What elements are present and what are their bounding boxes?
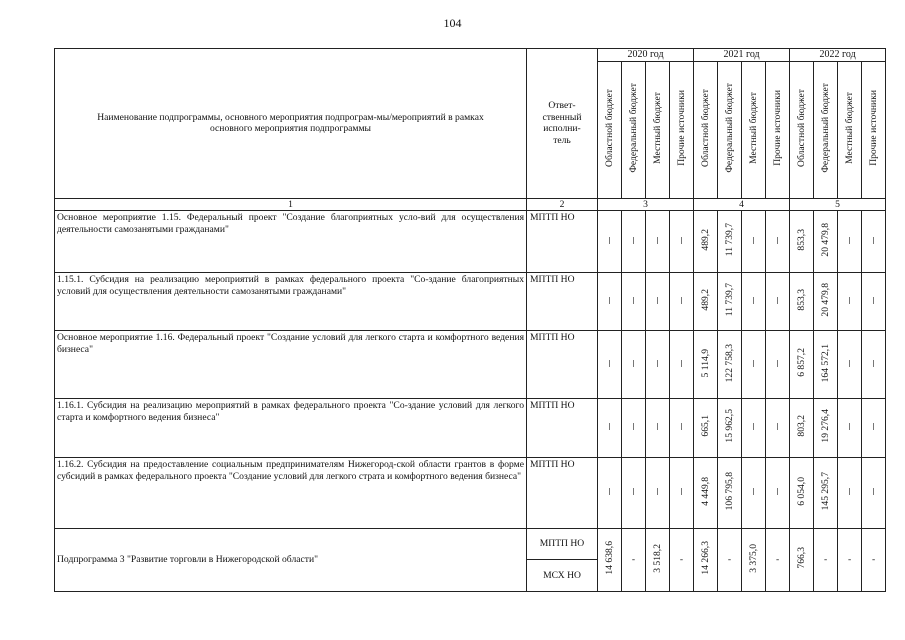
row-value <box>718 273 742 331</box>
row-value-text: 20 479,8 <box>819 282 831 317</box>
row-value-empty <box>622 458 646 529</box>
dash-mark <box>849 297 850 304</box>
row-value-text: 15 962,5 <box>723 409 735 444</box>
subprogram-value: - <box>727 554 732 566</box>
table-body <box>55 211 886 529</box>
dash-mark <box>633 237 634 244</box>
dash-mark <box>873 297 874 304</box>
subprogram-value: 14 638,6 <box>603 541 615 576</box>
row-value-text: 20 479,8 <box>819 222 831 257</box>
col-number-4: 4 <box>694 198 790 211</box>
row-value-text: 5 114,9 <box>699 348 711 377</box>
dash-mark <box>849 423 850 430</box>
row-value <box>814 331 838 399</box>
col-number-3: 3 <box>598 198 694 211</box>
header-source-local: Местный бюджет <box>747 91 759 164</box>
dash-mark <box>609 360 610 367</box>
row-value-text: 665,1 <box>699 415 711 438</box>
row-value-empty <box>622 331 646 399</box>
row-value-empty <box>646 458 670 529</box>
row-value-text: 803,2 <box>795 415 807 438</box>
subprogram-value: - <box>679 554 684 566</box>
row-value <box>814 399 838 458</box>
row-executor: МПТП НО <box>527 331 598 399</box>
row-value-text: 106 795,8 <box>723 472 735 511</box>
header-year-2021: 2021 год <box>694 49 790 62</box>
row-value-text: 19 276,4 <box>819 409 831 444</box>
row-value-empty <box>742 331 766 399</box>
header-source-federal: Федеральный бюджет <box>627 82 639 173</box>
table-row <box>55 211 886 273</box>
row-value-empty <box>838 273 862 331</box>
row-value-empty <box>670 399 694 458</box>
row-value-empty <box>766 273 790 331</box>
row-value <box>718 399 742 458</box>
row-value-empty <box>598 331 622 399</box>
row-value-text: 122 758,3 <box>723 343 735 382</box>
row-value-empty <box>670 331 694 399</box>
header-source-other: Прочие источники <box>867 89 879 166</box>
row-value-empty <box>622 211 646 273</box>
row-name: Основное мероприятие 1.16. Федеральный проект "Создание условий для легкого старта и комфортного ведения бизнеса" <box>55 331 527 399</box>
dash-mark <box>873 237 874 244</box>
row-value <box>718 211 742 273</box>
header-source-local: Местный бюджет <box>843 91 855 164</box>
row-value-empty <box>622 399 646 458</box>
dash-mark <box>873 360 874 367</box>
row-value-text: 853,3 <box>795 228 807 251</box>
row-value-empty <box>862 458 886 529</box>
dash-mark <box>657 297 658 304</box>
row-value-empty <box>598 458 622 529</box>
row-value-empty <box>838 211 862 273</box>
row-value-empty <box>646 399 670 458</box>
row-name: 1.15.1. Субсидия на реализацию мероприятий в рамках федерального проекта "Со-здание благоприятных условий для осуществления деятельности самозанятыми гражданами" <box>55 273 527 331</box>
subprogram-value: - <box>847 554 852 566</box>
row-value-text: 11 739,7 <box>723 223 735 257</box>
row-value-empty <box>766 331 790 399</box>
row-value-empty <box>838 399 862 458</box>
dash-mark <box>609 237 610 244</box>
row-value <box>694 331 718 399</box>
row-value <box>790 399 814 458</box>
row-name: Основное мероприятие 1.15. Федеральный проект "Создание благоприятных усло-вий для осуществления деятельности самозанятыми гражданами" <box>55 211 527 273</box>
dash-mark <box>681 297 682 304</box>
dash-mark <box>753 360 754 367</box>
row-value-empty <box>742 399 766 458</box>
dash-mark <box>753 237 754 244</box>
dash-mark <box>753 297 754 304</box>
dash-mark <box>753 423 754 430</box>
row-value-text: 853,3 <box>795 288 807 311</box>
dash-mark <box>657 360 658 367</box>
row-value <box>790 331 814 399</box>
header-source-federal: Федеральный бюджет <box>819 82 831 173</box>
dash-mark <box>609 488 610 495</box>
row-value-empty <box>862 273 886 331</box>
row-value-text: 6 857,2 <box>795 348 807 378</box>
row-value-empty <box>766 211 790 273</box>
row-value-empty <box>862 399 886 458</box>
dash-mark <box>777 297 778 304</box>
row-value <box>814 211 838 273</box>
subprogram-exec-1: МПТП НО <box>527 529 598 560</box>
col-number-2: 2 <box>527 198 598 211</box>
row-value-empty <box>598 399 622 458</box>
row-value-text: 145 295,7 <box>819 472 831 511</box>
header-source-regional: Областной бюджет <box>603 88 615 167</box>
dash-mark <box>657 237 658 244</box>
header-source-regional: Областной бюджет <box>795 88 807 167</box>
header-source-other: Прочие источники <box>771 89 783 166</box>
row-value-empty <box>742 273 766 331</box>
dash-mark <box>681 237 682 244</box>
table-row <box>55 273 886 331</box>
row-value-text: 489,2 <box>699 288 711 311</box>
row-value <box>694 399 718 458</box>
row-value-empty <box>838 331 862 399</box>
row-value-text: 11 739,7 <box>723 283 735 317</box>
row-value <box>718 458 742 529</box>
budget-table <box>54 48 886 592</box>
row-value <box>694 458 718 529</box>
dash-mark <box>873 423 874 430</box>
row-value <box>694 273 718 331</box>
row-value-empty <box>670 273 694 331</box>
row-value-empty <box>838 458 862 529</box>
row-executor: МПТП НО <box>527 399 598 458</box>
table-row <box>55 458 886 529</box>
subprogram-value: 766,3 <box>795 547 807 570</box>
dash-mark <box>681 488 682 495</box>
dash-mark <box>849 360 850 367</box>
dash-mark <box>849 237 850 244</box>
row-value-empty <box>598 273 622 331</box>
subprogram-value: - <box>823 554 828 566</box>
dash-mark <box>633 488 634 495</box>
subprogram-value: - <box>775 554 780 566</box>
dash-mark <box>849 488 850 495</box>
dash-mark <box>633 297 634 304</box>
row-value-empty <box>862 331 886 399</box>
header-source-regional: Областной бюджет <box>699 88 711 167</box>
dash-mark <box>609 423 610 430</box>
subprogram-value: - <box>871 554 876 566</box>
header-source-other: Прочие источники <box>675 89 687 166</box>
subprogram-value: 14 266,3 <box>699 541 711 576</box>
table-row <box>55 331 886 399</box>
header-exec-col: Ответ-ственный исполни-тель <box>527 49 598 199</box>
row-value-empty <box>646 211 670 273</box>
row-value <box>790 458 814 529</box>
subprogram-value: 3 518,2 <box>651 543 663 573</box>
row-value-empty <box>670 458 694 529</box>
subprogram-value: 3 375,0 <box>747 543 759 573</box>
dash-mark <box>777 237 778 244</box>
row-value-empty <box>598 211 622 273</box>
col-number-5: 5 <box>790 198 886 211</box>
row-value-text: 6 054,0 <box>795 476 807 506</box>
row-value-empty <box>862 211 886 273</box>
row-name: 1.16.1. Субсидия на реализацию мероприятий в рамках федерального проекта "Со-здание условий для легкого старта и комфортного ведения бизнеса" <box>55 399 527 458</box>
row-value <box>814 273 838 331</box>
subprogram-exec-2: МСХ НО <box>527 560 598 592</box>
row-value-empty <box>646 273 670 331</box>
dash-mark <box>777 423 778 430</box>
dash-mark <box>777 360 778 367</box>
row-value <box>694 211 718 273</box>
header-year-2020: 2020 год <box>598 49 694 62</box>
dash-mark <box>609 297 610 304</box>
row-value-empty <box>646 331 670 399</box>
row-value <box>814 458 838 529</box>
header-name-col: Наименование подпрограммы, основного мероприятия подпрограм-мы/мероприятий в рамках основного мероприятия подпрограммы <box>55 49 527 199</box>
row-executor: МПТП НО <box>527 211 598 273</box>
row-value <box>718 331 742 399</box>
dash-mark <box>657 423 658 430</box>
dash-mark <box>633 423 634 430</box>
row-value-empty <box>766 399 790 458</box>
header-source-federal: Федеральный бюджет <box>723 82 735 173</box>
subprogram-name: Подпрограмма 3 "Развитие торговли в Нижегородской области" <box>55 529 527 592</box>
row-value-empty <box>670 211 694 273</box>
dash-mark <box>657 488 658 495</box>
dash-mark <box>681 423 682 430</box>
row-executor: МПТП НО <box>527 458 598 529</box>
header-year-2022: 2022 год <box>790 49 886 62</box>
row-value-text: 164 572,1 <box>819 343 831 382</box>
row-value-text: 489,2 <box>699 228 711 251</box>
subprogram-value: - <box>631 554 636 566</box>
row-value <box>790 273 814 331</box>
row-value-empty <box>742 458 766 529</box>
row-name: 1.16.2. Субсидия на предоставление социальным предпринимателям Нижегород-ской области грантов в форме субсидий в рамках федерального проекта "Создание условий для легкого страта и комфортного ведения бизнеса" <box>55 458 527 529</box>
row-value-empty <box>766 458 790 529</box>
page-number: 104 <box>443 16 462 30</box>
dash-mark <box>753 488 754 495</box>
dash-mark <box>777 488 778 495</box>
col-number-1: 1 <box>55 198 527 211</box>
row-value-text: 4 449,8 <box>699 476 711 506</box>
row-value <box>790 211 814 273</box>
header-source-local: Местный бюджет <box>651 91 663 164</box>
row-executor: МПТП НО <box>527 273 598 331</box>
dash-mark <box>681 360 682 367</box>
row-value-empty <box>742 211 766 273</box>
dash-mark <box>633 360 634 367</box>
table-row <box>55 399 886 458</box>
row-value-empty <box>622 273 646 331</box>
dash-mark <box>873 488 874 495</box>
